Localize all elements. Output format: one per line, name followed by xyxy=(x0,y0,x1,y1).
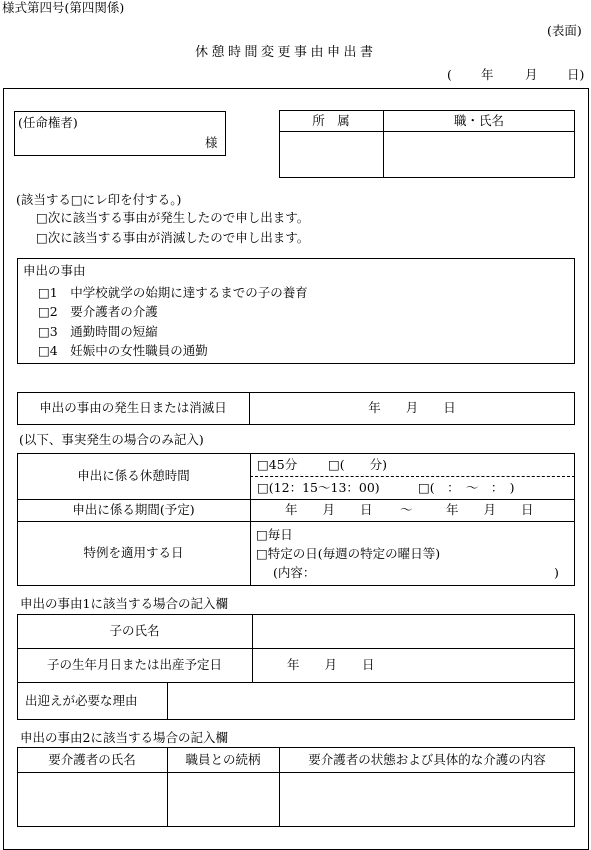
special-detail-close: ) xyxy=(554,565,559,580)
affiliation-field[interactable] xyxy=(280,132,382,177)
child-birth-date[interactable]: 年 月 日 xyxy=(287,657,375,672)
date-year: 年 xyxy=(481,67,494,82)
date-day: 日) xyxy=(567,67,585,82)
appointer-suffix: 様 xyxy=(205,135,218,150)
date-open: ( xyxy=(447,67,452,82)
special-day-label: 特例を適用する日 xyxy=(83,545,184,560)
occurrence-date[interactable]: 年 月 日 xyxy=(368,400,456,415)
period-from[interactable]: 年 月 日 xyxy=(285,502,373,517)
special-detail-field[interactable] xyxy=(325,565,550,582)
break-time-label: 申出に係る休憩時間 xyxy=(77,468,190,483)
affiliation-header: 所 属 xyxy=(312,113,350,128)
name-field[interactable] xyxy=(384,132,574,177)
break-opt-45[interactable]: □45分 xyxy=(257,457,298,472)
period-to[interactable]: 年 月 日 xyxy=(446,502,534,517)
special-opt-daily[interactable]: □毎日 xyxy=(256,527,293,542)
fact-note: (以下、事実発生の場合のみ記入) xyxy=(19,432,204,447)
occurrence-label: 申出の事由の発生日または消滅日 xyxy=(39,400,227,415)
date-month: 月 xyxy=(525,67,538,82)
reasons-heading: 申出の事由 xyxy=(23,263,86,278)
reason1-heading: 申出の事由1に該当する場合の記入欄 xyxy=(20,596,228,611)
care-recipient-header: 要介護者の氏名 xyxy=(48,752,136,767)
check-option-occurred[interactable]: □次に該当する事由が発生したので申し出ます。 xyxy=(36,210,310,225)
pickup-reason-field[interactable] xyxy=(168,683,574,719)
reason-item-1[interactable]: □1 中学校就学の始期に達するまでの子の養育 xyxy=(38,285,308,300)
child-name-field[interactable] xyxy=(253,615,574,647)
page-title: 休憩時間変更事由申出書 xyxy=(195,45,377,60)
special-detail-open: (内容： xyxy=(273,565,316,580)
reason-item-4[interactable]: □4 妊娠中の女性職員の通勤 xyxy=(38,343,208,358)
break-opt-fixed[interactable]: □(12：15〜13：00) xyxy=(257,480,380,495)
child-birth-label: 子の生年月日または出産予定日 xyxy=(46,657,222,672)
check-intro: (該当する□にレ印を付する。) xyxy=(16,192,182,207)
relationship-field[interactable] xyxy=(168,773,278,826)
relationship-header: 職員との続柄 xyxy=(185,752,261,767)
reason-item-3[interactable]: □3 通勤時間の短縮 xyxy=(38,324,158,339)
care-recipient-field[interactable] xyxy=(18,773,166,826)
reason2-heading: 申出の事由2に該当する場合の記入欄 xyxy=(20,730,228,745)
break-opt-custom-range[interactable]: □( ： 〜 ： ) xyxy=(418,480,515,495)
form-id: 様式第四号(第四関係) xyxy=(2,0,125,15)
care-content-header: 要介護者の状態および具体的な介護の内容 xyxy=(308,752,546,767)
reason-item-2[interactable]: □2 要介護者の介護 xyxy=(38,304,158,319)
child-name-label: 子の氏名 xyxy=(109,623,160,638)
pickup-reason-label: 出迎えが必要な理由 xyxy=(25,693,138,708)
care-content-field[interactable] xyxy=(280,773,574,826)
special-opt-specific[interactable]: □特定の日(毎週の特定の曜日等) xyxy=(256,546,441,561)
name-header: 職・氏名 xyxy=(453,113,504,128)
side-label: (表面) xyxy=(547,23,582,38)
period-label: 申出に係る期間(予定) xyxy=(72,502,195,517)
check-option-ceased[interactable]: □次に該当する事由が消滅したので申し出ます。 xyxy=(36,230,310,245)
period-sep: 〜 xyxy=(400,502,413,517)
break-opt-custom-min[interactable]: □( 分) xyxy=(328,457,388,472)
appointer-label: (任命権者) xyxy=(18,115,78,130)
